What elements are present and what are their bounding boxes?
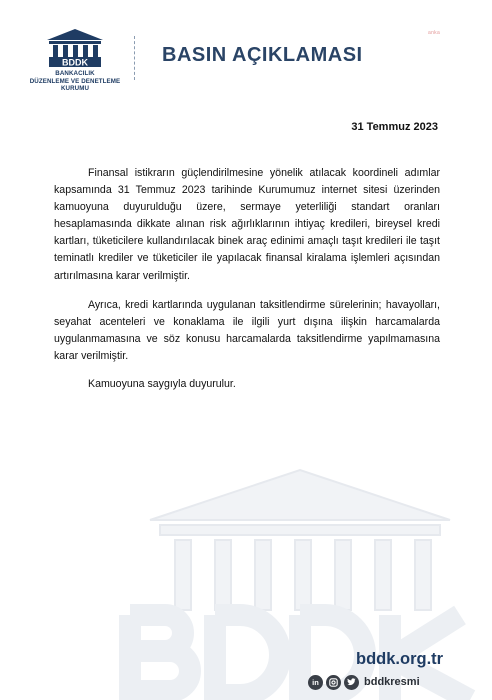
logo-line-2: DÜZENLEME VE DENETLEME xyxy=(29,77,121,85)
logo-abbr: BDDK xyxy=(62,57,88,68)
website-link[interactable]: bddk.org.tr xyxy=(356,650,444,668)
twitter-icon[interactable] xyxy=(344,675,359,690)
logo-line-1: BANKACILIK xyxy=(55,70,95,77)
bddk-logo xyxy=(28,28,122,93)
agency-stamp: anka xyxy=(428,30,441,36)
press-release-body xyxy=(54,165,440,405)
linkedin-icon[interactable]: in xyxy=(308,675,323,690)
release-date: 31 Temmuz 2023 xyxy=(351,121,438,133)
paragraph-1: Finansal istikrarın güçlendirilmesine yönelik atılacak koordineli adımlar kapsamında 31 Temmuz 2023 tarihinde Kurumumuz internet sitesi üzerinden kamuoyuna duyurulduğu üzere, sermaye yeterliliği standart oranları hesaplamasında dikkate alınan risk ağırlıklarının ihtiyaç kredileri, bireysel kredi kartları, tüketicilere kullandırılacak binek araç edinimi amaçlı taşıt kredileri ile taşıt teminatlı krediler ve tüketiciler ile yapılacak finansal kiralama işlemleri açısından artırılmasına karar verilmiştir. xyxy=(54,167,440,282)
instagram-icon[interactable] xyxy=(326,675,341,690)
paragraph-2: Ayrıca, kredi kartlarında uygulanan taksitlendirme sürelerinin; havayolları, seyahat acenteleri ve konaklama ile ilgili yurt dışına ilişkin harcamalarda uygulanmamasına ve söz konusu harcamalarda taksitlendirme yapılmamasına karar verilmiştir. xyxy=(54,298,440,362)
social-handle[interactable]: bddkresmi xyxy=(364,676,420,688)
bddk-building-logo-icon xyxy=(44,28,106,68)
logo-line-3: KURUMU xyxy=(60,85,90,92)
social-links xyxy=(308,673,420,691)
page-title: BASIN AÇIKLAMASI xyxy=(162,44,363,66)
press-release-header xyxy=(0,0,492,110)
closing-paragraph: Kamuoyuna saygıyla duyurulur. xyxy=(88,378,236,391)
header-divider xyxy=(134,36,136,80)
